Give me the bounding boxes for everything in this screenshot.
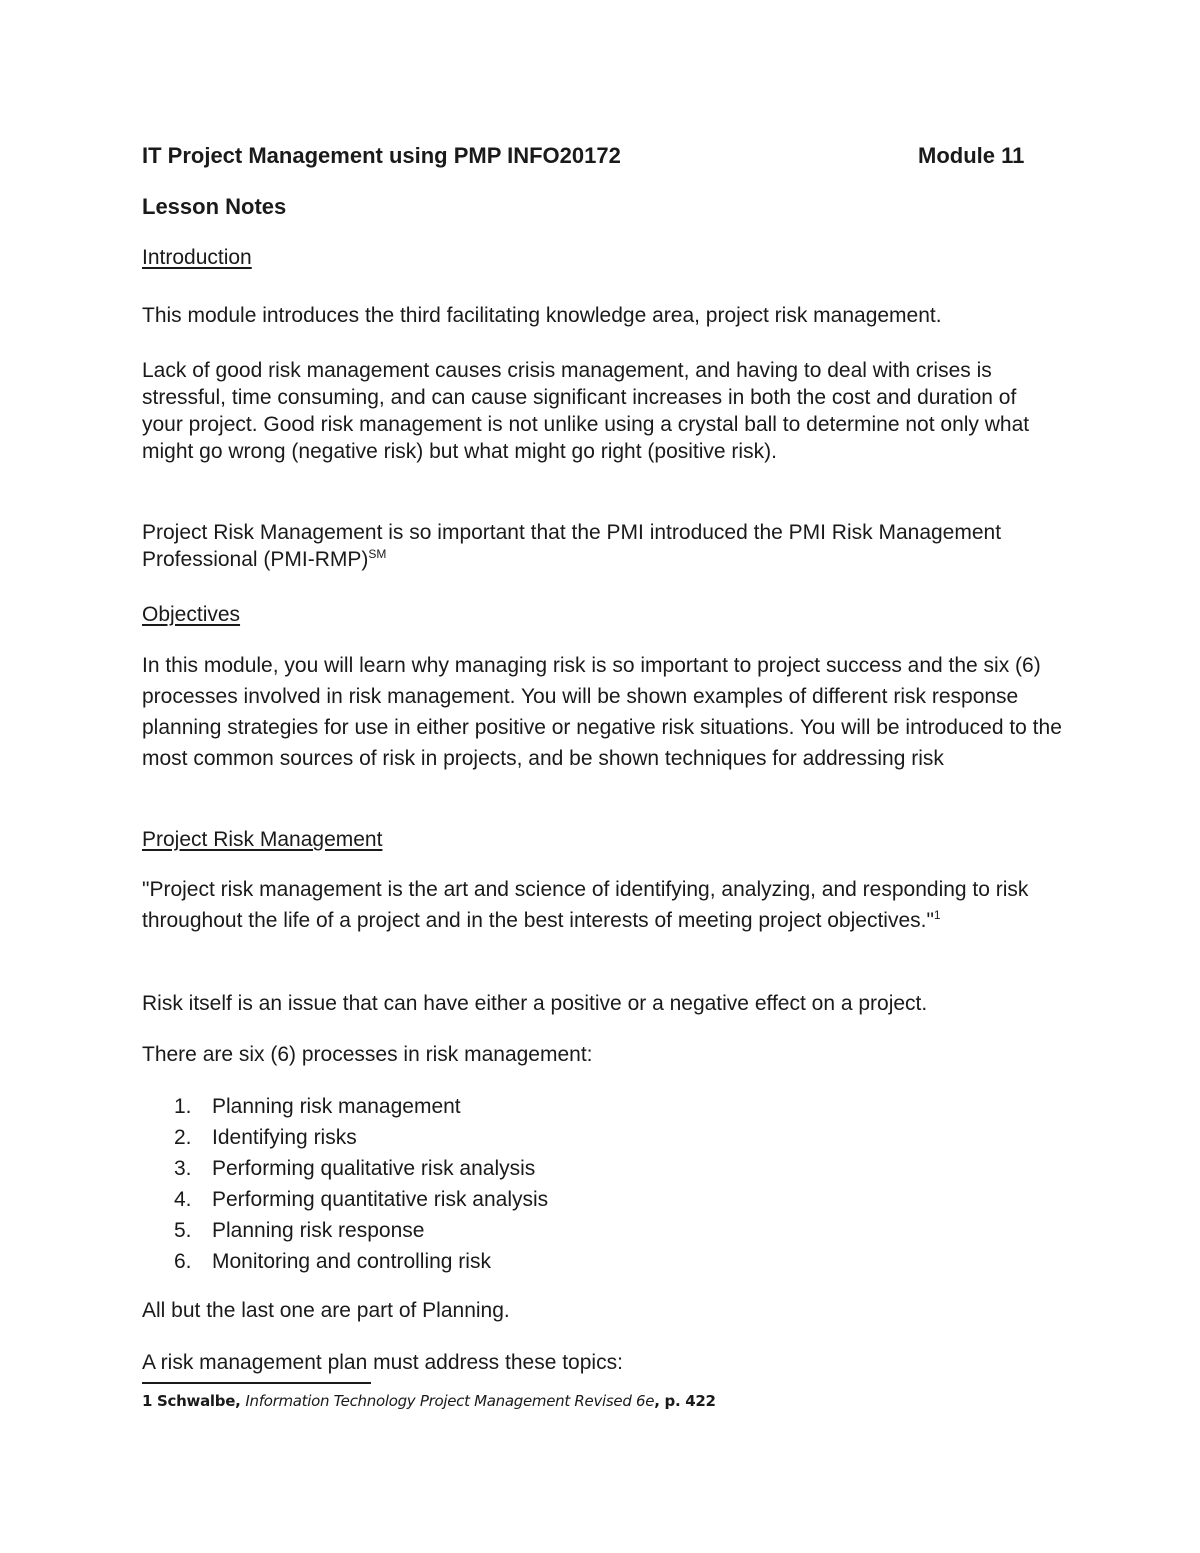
lesson-notes-title: Lesson Notes: [142, 194, 287, 219]
processes-intro-paragraph: There are six (6) processes in risk management:: [142, 1043, 593, 1066]
definition-quote: [142, 874, 1047, 936]
footnote-book-title: Information Technology Project Management Revised 6e: [245, 1392, 655, 1410]
definition-quote-text: "Project risk management is the art and science of identifying, analyzing, and responding to risk throughout the life of a project and in the best interests of meeting project objectives.": [142, 878, 1029, 932]
list-item: [174, 1091, 548, 1122]
risk-definition-paragraph: Risk itself is an issue that can have either a positive or a negative effect on a project.: [142, 992, 928, 1015]
list-item-number: 4.: [174, 1188, 192, 1211]
course-title: IT Project Management using PMP INFO20172: [142, 143, 621, 168]
list-item: [174, 1246, 548, 1277]
intro-paragraph-3: [142, 519, 1062, 573]
list-item-text: Planning risk response: [212, 1219, 425, 1242]
list-item-number: 6.: [174, 1250, 192, 1273]
list-item: [174, 1184, 548, 1215]
footnote-ref: 1: [933, 908, 941, 922]
objectives-paragraph: In this module, you will learn why managing risk is so important to project success and the six (6) processes involved in risk management. You will be shown examples of different risk response planning strategies for use in either positive or negative risk situations. You will be introduced to the most common sources of risk in projects, and be shown techniques for addressing risk: [142, 654, 1062, 770]
list-item-text: Identifying risks: [212, 1126, 357, 1149]
list-item-number: 5.: [174, 1219, 192, 1242]
footnote-page: , p. 422: [654, 1392, 716, 1410]
intro-paragraph-3-text: Project Risk Management is so important that the PMI introduced the PMI Risk Management Professional (PMI-RMP): [142, 521, 1002, 571]
objectives-heading: Objectives: [142, 603, 241, 626]
list-item: [174, 1122, 548, 1153]
list-item-text: Performing quantitative risk analysis: [212, 1188, 549, 1211]
module-label: Module 11: [918, 143, 1025, 168]
planning-paragraph: All but the last one are part of Planning.: [142, 1299, 510, 1322]
risk-processes-list: [174, 1091, 548, 1277]
list-item: [174, 1215, 548, 1246]
service-mark: SM: [368, 547, 387, 561]
project-risk-management-heading: Project Risk Management: [142, 828, 383, 851]
introduction-heading: Introduction: [142, 246, 252, 269]
plan-topics-paragraph: A risk management plan must address these topics:: [142, 1351, 623, 1374]
list-item-text: Monitoring and controlling risk: [212, 1250, 491, 1273]
list-item-number: 1.: [174, 1095, 192, 1118]
footnote-lead: 1 Schwalbe,: [142, 1392, 246, 1410]
list-item-number: 3.: [174, 1157, 192, 1180]
intro-paragraph-1: This module introduces the third facilitating knowledge area, project risk management.: [142, 304, 942, 327]
footnote: [142, 1390, 716, 1412]
list-item: [174, 1153, 548, 1184]
intro-paragraph-2: Lack of good risk management causes crisis management, and having to deal with crises is stressful, time consuming, and can cause significant increases in both the cost and duration of your project. Good risk management is not unlike using a crystal ball to determine not only what might go wrong (negative risk) but what might go right (positive risk).: [142, 359, 1030, 463]
list-item-text: Performing qualitative risk analysis: [212, 1157, 536, 1180]
footnote-divider: [142, 1382, 371, 1384]
list-item-number: 2.: [174, 1126, 192, 1149]
list-item-text: Planning risk management: [212, 1095, 461, 1118]
